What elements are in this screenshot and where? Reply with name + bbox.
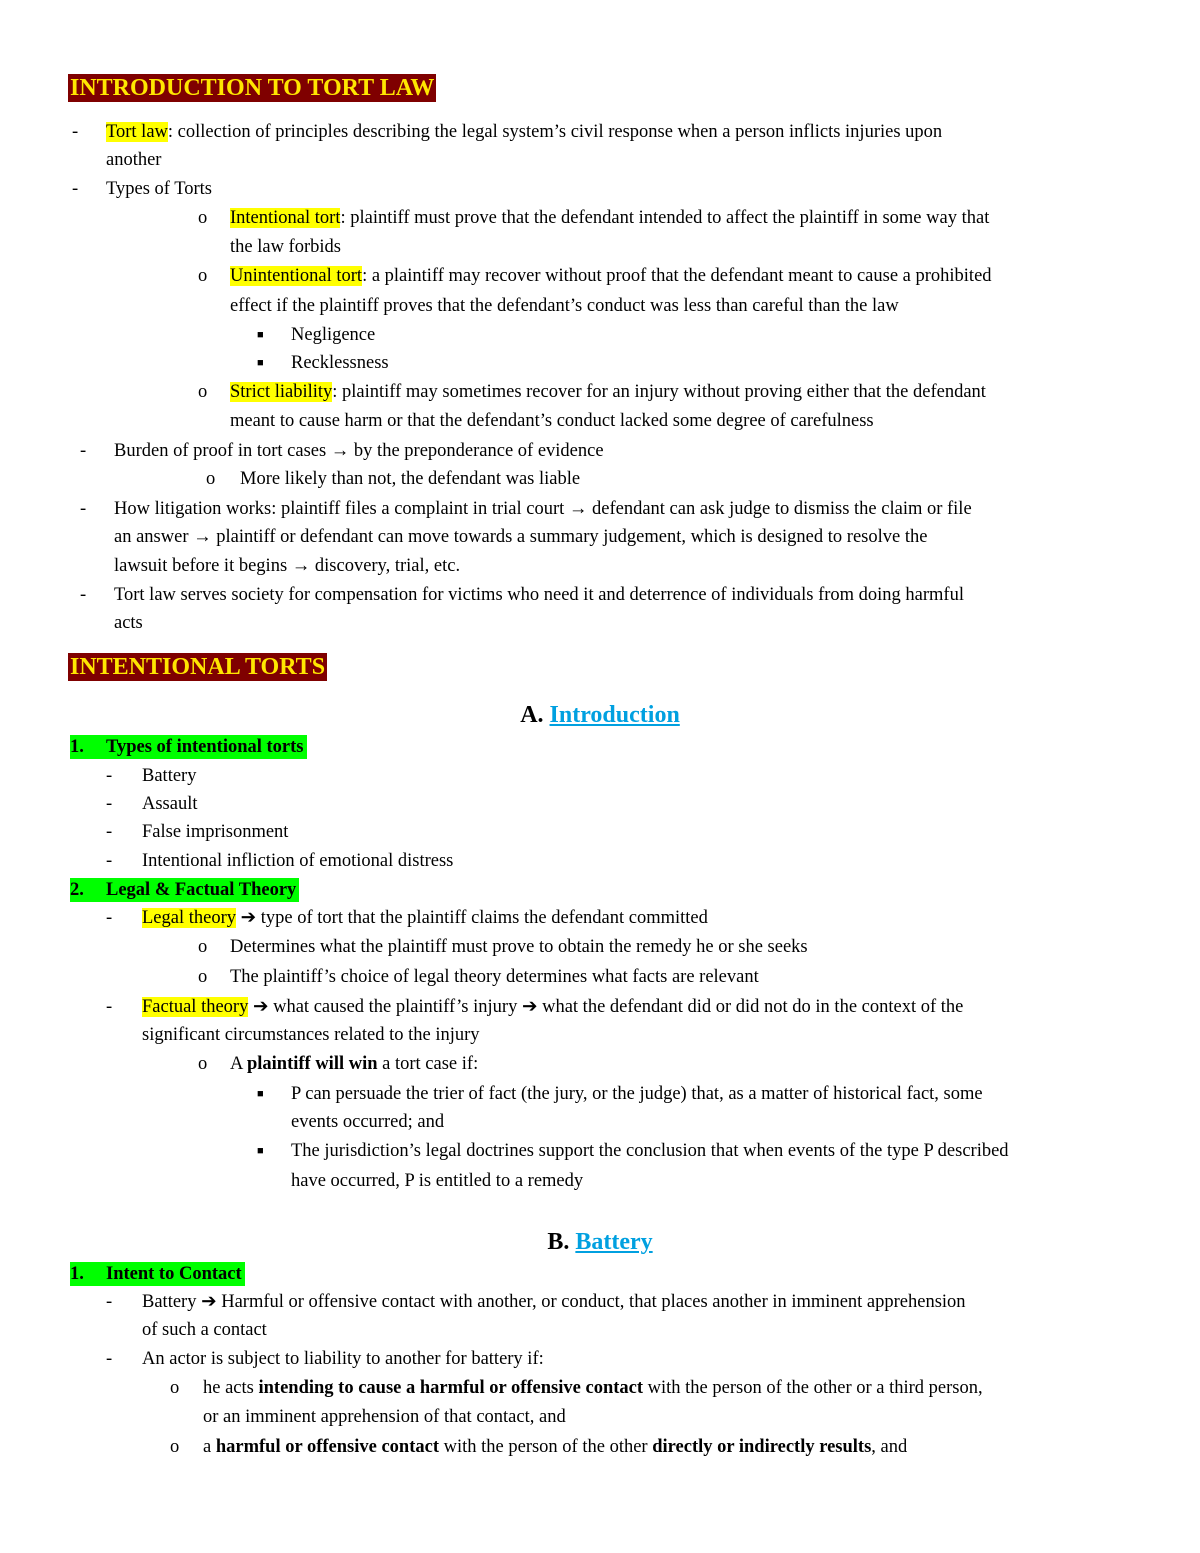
item-1-number: 1. [70,737,84,757]
dash-bullet: - [106,1292,113,1312]
acts-intending-line-1 [203,1376,983,1400]
types-of-torts: Types of Torts [106,179,213,199]
litigation-line-2: an answer → plaintiff or defendant can move towards a summary judgement, which is designed to resolve the [114,527,928,547]
legal-theory-sub-1: Determines what the plaintiff must prove to obtain the remedy he or she seeks [230,937,808,957]
intentional-tort-term: Intentional tort [230,208,341,228]
legal-theory-line [142,906,708,930]
circle-bullet: o [198,967,208,987]
strict-liability-definition: : plaintiff may sometimes recover for an injury without proving either that the defendant [332,382,986,402]
battery-item-1-title: Intent to Contact [106,1264,242,1284]
unintentional-tort-term: Unintentional tort [230,266,363,286]
win-condition-1-line-1: P can persuade the trier of fact (the jury, or the judge) that, as a matter of historical fact, some [291,1084,983,1104]
circle-bullet: o [198,1054,208,1074]
unintentional-tort-definition: : a plaintiff may recover without proof that the defendant meant to cause a prohibited [362,266,992,286]
section-b-letter: B. [547,1229,570,1255]
unintentional-tort-line-1 [230,264,992,288]
litigation-line-1: How litigation works: plaintiff files a complaint in trial court → defendant can ask judge to dismiss the claim or file [114,499,972,519]
type-emotional-distress: Intentional infliction of emotional distress [142,851,454,871]
battery-item-1-heading [70,1262,245,1286]
intro-heading: INTRODUCTION TO TORT LAW [70,75,435,101]
battery-label: Battery [142,1292,202,1312]
acts-a: he acts [203,1378,259,1398]
dash-bullet: - [106,766,113,786]
tort-law-line-1 [106,120,942,144]
acts-intending-line-2: or an imminent apprehension of that contact, and [203,1407,566,1427]
unintentional-tort-line-2: effect if the plaintiff proves that the defendant’s conduct was less than careful than the law [230,296,899,316]
tort-law-definition: : collection of principles describing the legal system’s civil response when a person inflicts injuries upon [167,122,943,142]
tort-law-line-2: another [106,150,162,170]
item-2-title: Legal & Factual Theory [106,880,297,900]
item-2-heading [70,878,299,902]
circle-bullet: o [198,382,208,402]
legal-theory-sub-2: The plaintiff’s choice of legal theory determines what facts are relevant [230,967,759,987]
item-1-title: Types of intentional torts [106,737,304,757]
strict-liability-line-1 [230,380,986,404]
win-condition-2-line-1: The jurisdiction’s legal doctrines support the conclusion that when events of the type P described [291,1141,1009,1161]
circle-bullet: o [198,208,208,228]
dash-bullet: - [72,179,79,199]
dash-bullet: - [106,851,113,871]
factual-theory-line-1 [142,995,963,1019]
circle-bullet: o [170,1378,180,1398]
intentional-tort-line-1 [230,206,989,230]
type-assault: Assault [142,794,198,814]
plaintiff-win-a: A [230,1054,247,1074]
battery-definition-line-2: of such a contact [142,1320,267,1340]
tort-serves-line-1: Tort law serves society for compensation for victims who need it and deterrence of individuals from doing harmful [114,585,964,605]
plaintiff-win-b: a tort case if: [377,1054,479,1074]
circle-bullet: o [198,937,208,957]
burden-of-proof: Burden of proof in tort cases → by the preponderance of evidence [114,441,604,461]
acts-bold: intending to cause a harmful or offensive contact [258,1378,644,1398]
item-1-heading [70,735,307,759]
strict-liability-line-2: meant to cause harm or that the defendant’s conduct lacked some degree of carefulness [230,411,874,431]
tort-law-term: Tort law [106,122,168,142]
contact-bold-2: directly or indirectly results [652,1437,872,1457]
arrow-icon: ➔ [240,908,257,928]
contact-b: with the person of the other [439,1437,653,1457]
dash-bullet: - [106,908,113,928]
dash-bullet: - [106,997,113,1017]
negligence-item: Negligence [291,325,376,345]
tort-serves-line-2: acts [114,613,143,633]
section-b-link[interactable]: Battery [575,1229,653,1255]
type-false-imprisonment: False imprisonment [142,822,289,842]
factual-theory-def-b: what the defendant did or did not do in the context of the [537,997,964,1017]
dash-bullet: - [80,585,87,605]
type-battery: Battery [142,766,197,786]
recklessness-item: Recklessness [291,353,389,373]
factual-theory-term: Factual theory [142,997,249,1017]
dash-bullet: - [80,441,87,461]
arrow-icon: ➔ [252,997,269,1017]
section-a-letter: A. [520,702,544,728]
section-b-heading [0,1227,1200,1257]
plaintiff-win-line [230,1052,478,1076]
intentional-tort-definition: : plaintiff must prove that the defendant intended to affect the plaintiff in some way that [340,208,990,228]
contact-c: , and [871,1437,908,1457]
dash-bullet: - [106,822,113,842]
battery-definition: Harmful or offensive contact with another, or conduct, that places another in imminent apprehension [216,1292,966,1312]
square-bullet: ■ [257,1145,264,1157]
dash-bullet: - [80,499,87,519]
section-a-link[interactable]: Introduction [549,702,680,728]
arrow-icon: ➔ [201,1292,217,1312]
factual-theory-def-a: what caused the plaintiff’s injury [268,997,522,1017]
section-a-heading [0,700,1200,730]
strict-liability-term: Strict liability [230,382,333,402]
arrow-icon: ➔ [521,997,538,1017]
contact-a: a [203,1437,216,1457]
circle-bullet: o [170,1437,180,1457]
intentional-tort-line-2: the law forbids [230,237,341,257]
battery-item-1-number: 1. [70,1264,84,1284]
item-2-number: 2. [70,880,84,900]
acts-b: with the person of the other or a third person, [643,1378,983,1398]
plaintiff-win-bold: plaintiff will win [246,1054,378,1074]
contact-results-line [203,1435,907,1459]
circle-bullet: o [198,266,208,286]
factual-theory-line-2: significant circumstances related to the injury [142,1025,480,1045]
contact-bold-1: harmful or offensive contact [215,1437,439,1457]
win-condition-1-line-2: events occurred; and [291,1112,445,1132]
win-condition-2-line-2: have occurred, P is entitled to a remedy [291,1171,584,1191]
dash-bullet: - [72,122,79,142]
intentional-torts-heading: INTENTIONAL TORTS [70,654,326,680]
burden-of-proof-sub: More likely than not, the defendant was liable [240,469,581,489]
circle-bullet: o [206,469,216,489]
square-bullet: ■ [257,1088,264,1100]
legal-theory-definition: type of tort that the plaintiff claims the defendant committed [256,908,708,928]
dash-bullet: - [106,1349,113,1369]
square-bullet: ■ [257,329,264,341]
battery-definition-line-1 [142,1290,966,1314]
legal-theory-term: Legal theory [142,908,236,928]
litigation-line-3: lawsuit before it begins → discovery, trial, etc. [114,556,461,576]
actor-liability-line: An actor is subject to liability to another for battery if: [142,1349,544,1369]
square-bullet: ■ [257,357,264,369]
dash-bullet: - [106,794,113,814]
